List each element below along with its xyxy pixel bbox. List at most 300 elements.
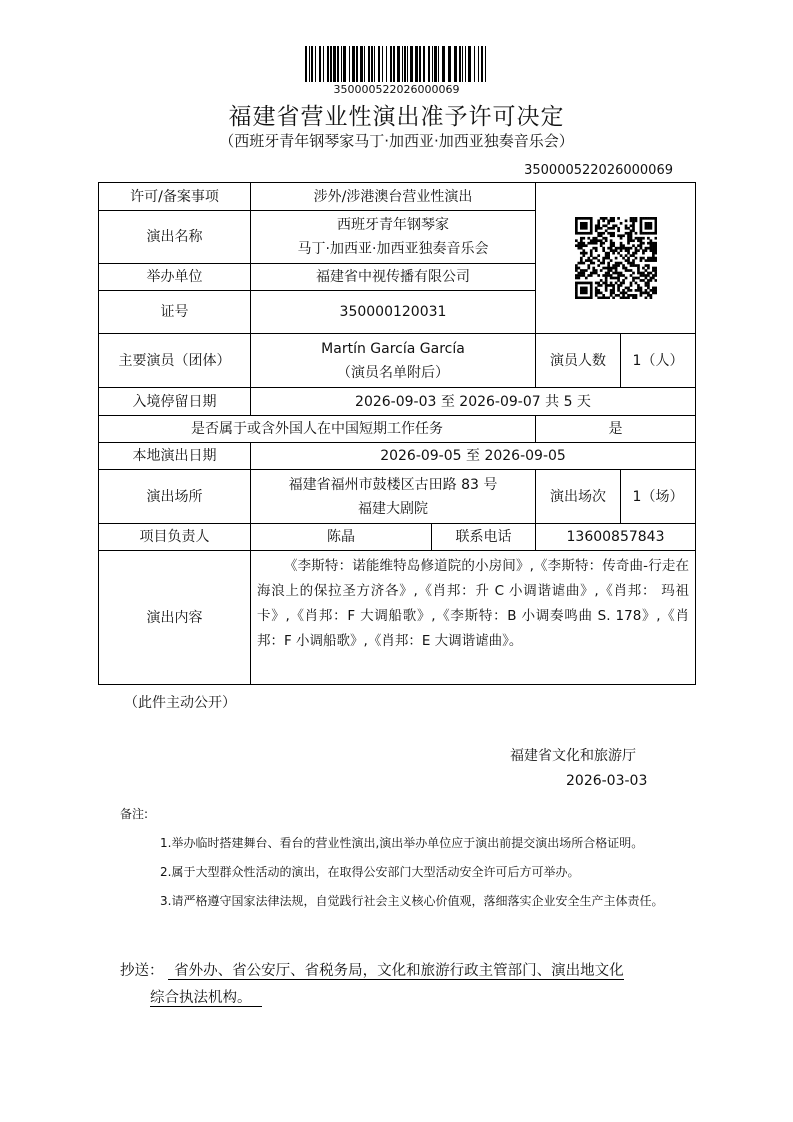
qr-module [604,297,607,299]
qr-module [642,272,645,275]
qr-module [622,289,625,292]
qr-module [654,227,656,230]
barcode-bar [410,46,413,82]
qr-module [632,222,635,225]
qr-module [622,244,625,247]
qr-module [614,257,617,260]
qr-module [612,267,615,270]
qr-module [594,227,597,230]
qr-module [609,242,612,245]
qr-module [577,267,580,270]
qr-module [589,227,592,230]
qr-module [647,242,650,245]
qr-module [597,232,600,235]
qr-module [644,282,647,285]
qr-module [582,227,585,230]
qr-module [609,289,612,292]
barcode-bar [459,46,461,82]
qr-module [589,254,592,257]
qr-module [652,254,655,257]
barcode-bar [434,46,437,82]
qr-module [602,297,605,299]
qr-module [587,259,590,262]
qr-module [627,234,630,237]
qr-module [599,244,602,247]
qr-module [627,237,630,240]
qr-module [604,239,607,242]
qr-module [604,252,607,255]
notes [120,800,680,916]
qr-module [627,252,630,255]
qr-module [599,242,602,245]
qr-module [587,264,590,267]
qr-module [604,277,607,280]
barcode-bar [341,46,342,82]
qr-module [577,297,580,299]
barcode-bar [478,46,479,82]
qr-module [609,282,612,285]
qr-module [642,232,645,235]
qr-module [602,237,605,240]
qr-module [619,292,622,295]
qr-module [584,269,587,272]
barcode-bar [404,46,406,82]
qr-module [622,282,625,285]
qr-module [602,259,605,262]
qr-module [594,282,597,285]
qr-module [619,237,622,240]
qr-module [609,244,612,247]
qr-module [624,259,627,262]
qr-module [582,252,585,255]
qr-module [619,274,622,277]
qr-module [589,232,592,235]
qr-module [654,279,656,282]
qr-module [644,224,647,227]
qr-module [612,224,615,227]
qr-module [589,249,592,252]
barcode-bar [337,46,339,82]
qr-module [617,264,620,267]
qr-module [654,274,656,277]
barcode-bar [462,46,463,82]
qr-module [602,219,605,222]
barcode-bar [468,46,471,82]
qr-module [627,262,630,265]
qr-module [612,242,615,245]
barcode-bar [364,46,365,82]
qr-module [602,242,605,245]
qr-module [634,252,637,255]
qr-module [597,259,600,262]
qr-module [649,289,652,292]
qr-module [579,237,582,240]
qr-module [619,254,622,257]
qr-module [612,284,615,287]
qr-module [609,274,612,277]
qr-module [624,269,627,272]
value-manager: 陈晶 [250,523,432,551]
qr-module [592,272,595,275]
qr-module [639,289,642,292]
qr-module [617,272,620,275]
qr-module [644,232,647,235]
qr-module [604,237,607,240]
notes-heading: 备注: [120,807,149,821]
qr-module [599,227,602,230]
qr-module [575,229,578,232]
barcode-bar [438,46,439,82]
qr-module [575,219,578,222]
barcode-bar [393,46,395,82]
qr-module [589,252,592,255]
qr-module [644,297,647,299]
qr-module [639,272,642,275]
qr-module [579,269,582,272]
qr-module [624,267,627,270]
value-program: 《李斯特：诺能维特岛修道院的小房间》,《李斯特：传奇曲-行走在海浪上的保拉圣方济各》,《肖邦：升 C 小调谐谑曲》,《肖邦： 玛祖卡》,《肖邦：F 大调船歌》,《李斯特：B 小调奏鸣曲 S. 178》,《肖邦：F 小调船歌》,《肖邦：E 大调谐谑曲》。 [250,550,696,685]
qr-module [652,257,655,260]
qr-module [607,247,610,250]
qr-module [654,252,656,255]
qr-module [634,237,637,240]
qr-module [632,227,635,230]
qr-module [609,219,612,222]
qr-module [644,284,647,287]
qr-module [575,287,578,290]
qr-module [639,244,642,247]
qr-module [575,294,578,297]
qr-module [627,257,630,260]
label-license-no: 证号 [98,290,251,334]
barcode-bar [311,46,313,82]
qr-module [609,249,612,252]
qr-module [637,272,640,275]
qr-module [602,232,605,235]
qr-module [632,264,635,267]
qr-module [577,242,580,245]
qr-module [592,242,595,245]
qr-module [589,292,592,295]
barcode-bar [333,46,336,82]
qr-module [612,297,615,299]
qr-module [647,264,650,267]
qr-module [575,244,578,247]
qr-module [642,252,645,255]
qr-module [652,287,655,290]
qr-module [575,224,578,227]
qr-module [589,242,592,245]
qr-module [627,259,630,262]
page-subtitle: （西班牙青年钢琴家马丁·加西亚·加西亚独奏音乐会） [219,132,574,150]
qr-module [614,249,617,252]
qr-module [612,289,615,292]
qr-module [647,232,650,235]
qr-module [629,264,632,267]
qr-module [589,239,592,242]
qr-module [577,277,580,280]
qr-module [654,259,656,262]
barcode-bar [386,46,387,82]
qr-module [619,272,622,275]
qr-module [652,247,655,250]
qr-module [577,282,580,285]
qr-module [632,254,635,257]
qr-module [647,274,650,277]
qr-module [579,262,582,265]
label-phone: 联系电话 [431,523,536,551]
qr-module [639,239,642,242]
qr-module [644,292,647,295]
qr-module [619,297,622,299]
qr-module [652,217,655,220]
qr-module [619,282,622,285]
qr-module [612,244,615,247]
qr-module [607,257,610,260]
performer-name: Martín García García [321,340,465,357]
qr-module [637,284,640,287]
qr-module [577,232,580,235]
qr-module [634,257,637,260]
qr-module [644,289,647,292]
qr-module [597,292,600,295]
qr-module [597,254,600,257]
qr-module [639,227,642,230]
qr-module [594,239,597,242]
qr-module [629,269,632,272]
qr-module [639,219,642,222]
qr-module [597,297,600,299]
qr-module [594,237,597,240]
qr-module [575,292,578,295]
issue-date: 2026-03-03 [566,773,648,789]
qr-module [594,229,597,232]
qr-module [639,217,642,220]
qr-module [614,267,617,270]
barcode-bar [305,46,307,82]
qr-module [632,219,635,222]
qr-module [602,247,605,250]
qr-module [579,289,582,292]
qr-module [575,297,578,299]
qr-module [647,292,650,295]
qr-module [604,257,607,260]
qr-module [579,244,582,247]
qr-module [639,232,642,235]
qr-module [644,227,647,230]
qr-module [649,244,652,247]
qr-module [579,287,582,290]
qr-module [617,287,620,290]
qr-module [637,277,640,280]
qr-module [582,282,585,285]
qr-module [589,289,592,292]
qr-module [607,219,610,222]
qr-module [654,232,656,235]
qr-module [602,262,605,265]
qr-module [592,267,595,270]
qr-module [639,294,642,297]
qr-module [632,259,635,262]
qr-module [639,224,642,227]
qr-module [637,264,640,267]
qr-module [624,219,627,222]
qr-module [649,227,652,230]
qr-module [604,289,607,292]
value-local-dates: 2026-09-05 至 2026-09-05 [250,442,696,470]
qr-module [612,272,615,275]
qr-module [597,219,600,222]
qr-module [649,279,652,282]
qr-module [627,232,630,235]
qr-module [612,232,615,235]
qr-module [587,257,590,260]
qr-module [649,257,652,260]
qr-module [597,289,600,292]
qr-module [639,229,642,232]
qr-module [652,292,655,295]
qr-module [579,282,582,285]
qr-module [647,282,650,285]
qr-module [579,257,582,260]
barcode-bar [390,46,392,82]
qr-module [575,239,578,242]
barcode-bar [465,46,466,82]
label-organizer: 举办单位 [98,263,251,291]
qr-module [652,232,655,235]
qr-module [575,232,578,235]
qr-module [649,222,652,225]
qr-module [589,287,592,290]
qr-module [582,262,585,265]
qr-module [582,217,585,220]
qr-module [624,297,627,299]
qr-module [624,224,627,227]
qr-module [587,217,590,220]
qr-module [649,242,652,245]
qr-module [634,277,637,280]
qr-module [602,294,605,297]
qr-module [589,219,592,222]
qr-module [612,219,615,222]
qr-module [599,292,602,295]
qr-module [599,279,602,282]
label-venue: 演出场所 [98,469,251,524]
qr-module [584,224,587,227]
qr-module [634,282,637,285]
qr-module [654,292,656,295]
qr-module [617,227,620,230]
qr-module [637,244,640,247]
qr-module [575,274,578,277]
qr-module [582,242,585,245]
qr-module [617,274,620,277]
qr-module [604,254,607,257]
qr-module [584,252,587,255]
qr-module [604,284,607,287]
qr-module [632,217,635,220]
qr-module [637,239,640,242]
barcode-bar [356,46,358,82]
qr-module [587,267,590,270]
qr-module [622,294,625,297]
qr-module [637,287,640,290]
qr-module [582,287,585,290]
qr-module [612,292,615,295]
qr-module [612,234,615,237]
qr-module [642,267,645,270]
qr-module [627,227,630,230]
qr-module [582,237,585,240]
qr-module [647,224,650,227]
qr-module [627,249,630,252]
qr-module [619,234,622,237]
qr-module [579,227,582,230]
qr-module [639,247,642,250]
qr-module [644,249,647,252]
qr-module [607,252,610,255]
qr-module [579,222,582,225]
qr-module [597,282,600,285]
qr-module [644,277,647,280]
qr-module [629,254,632,257]
qr-module [652,259,655,262]
value-show-name [250,210,536,264]
qr-module [624,227,627,230]
qr-module [599,284,602,287]
value-performers [250,333,536,388]
qr-module [652,274,655,277]
qr-module [594,272,597,275]
qr-module [602,224,605,227]
qr-module [627,247,630,250]
qr-module [629,294,632,297]
qr-module [609,217,612,220]
cc-line1: 省外办、省公安厅、省税务局，文化和旅游行政主管部门、演出地文化 [168,963,624,980]
qr-module [654,247,656,250]
qr-module [627,239,630,242]
label-local-dates: 本地演出日期 [98,442,251,470]
qr-module [622,292,625,295]
qr-module [654,257,656,260]
qr-module [632,229,635,232]
qr-module [627,294,630,297]
show-name-line2: 马丁·加西亚·加西亚独奏音乐会 [297,241,489,257]
qr-module [619,242,622,245]
qr-module [652,252,655,255]
value-show-count: 1（场） [620,469,696,524]
qr-module [594,242,597,245]
qr-module [592,269,595,272]
qr-module [649,224,652,227]
qr-module [609,239,612,242]
qr-module [652,244,655,247]
qr-module [627,289,630,292]
qr-module [582,222,585,225]
qr-module [622,264,625,267]
qr-module [642,249,645,252]
label-short-term-work: 是否属于或含外国人在中国短期工作任务 [98,415,536,443]
barcode-bar [448,46,451,82]
qr-module [652,249,655,252]
qr-module [589,297,592,299]
qr-module [634,297,637,299]
qr-module [627,297,630,299]
qr-module [594,269,597,272]
qr-module [647,257,650,260]
qr-module [614,262,617,265]
qr-module [649,259,652,262]
